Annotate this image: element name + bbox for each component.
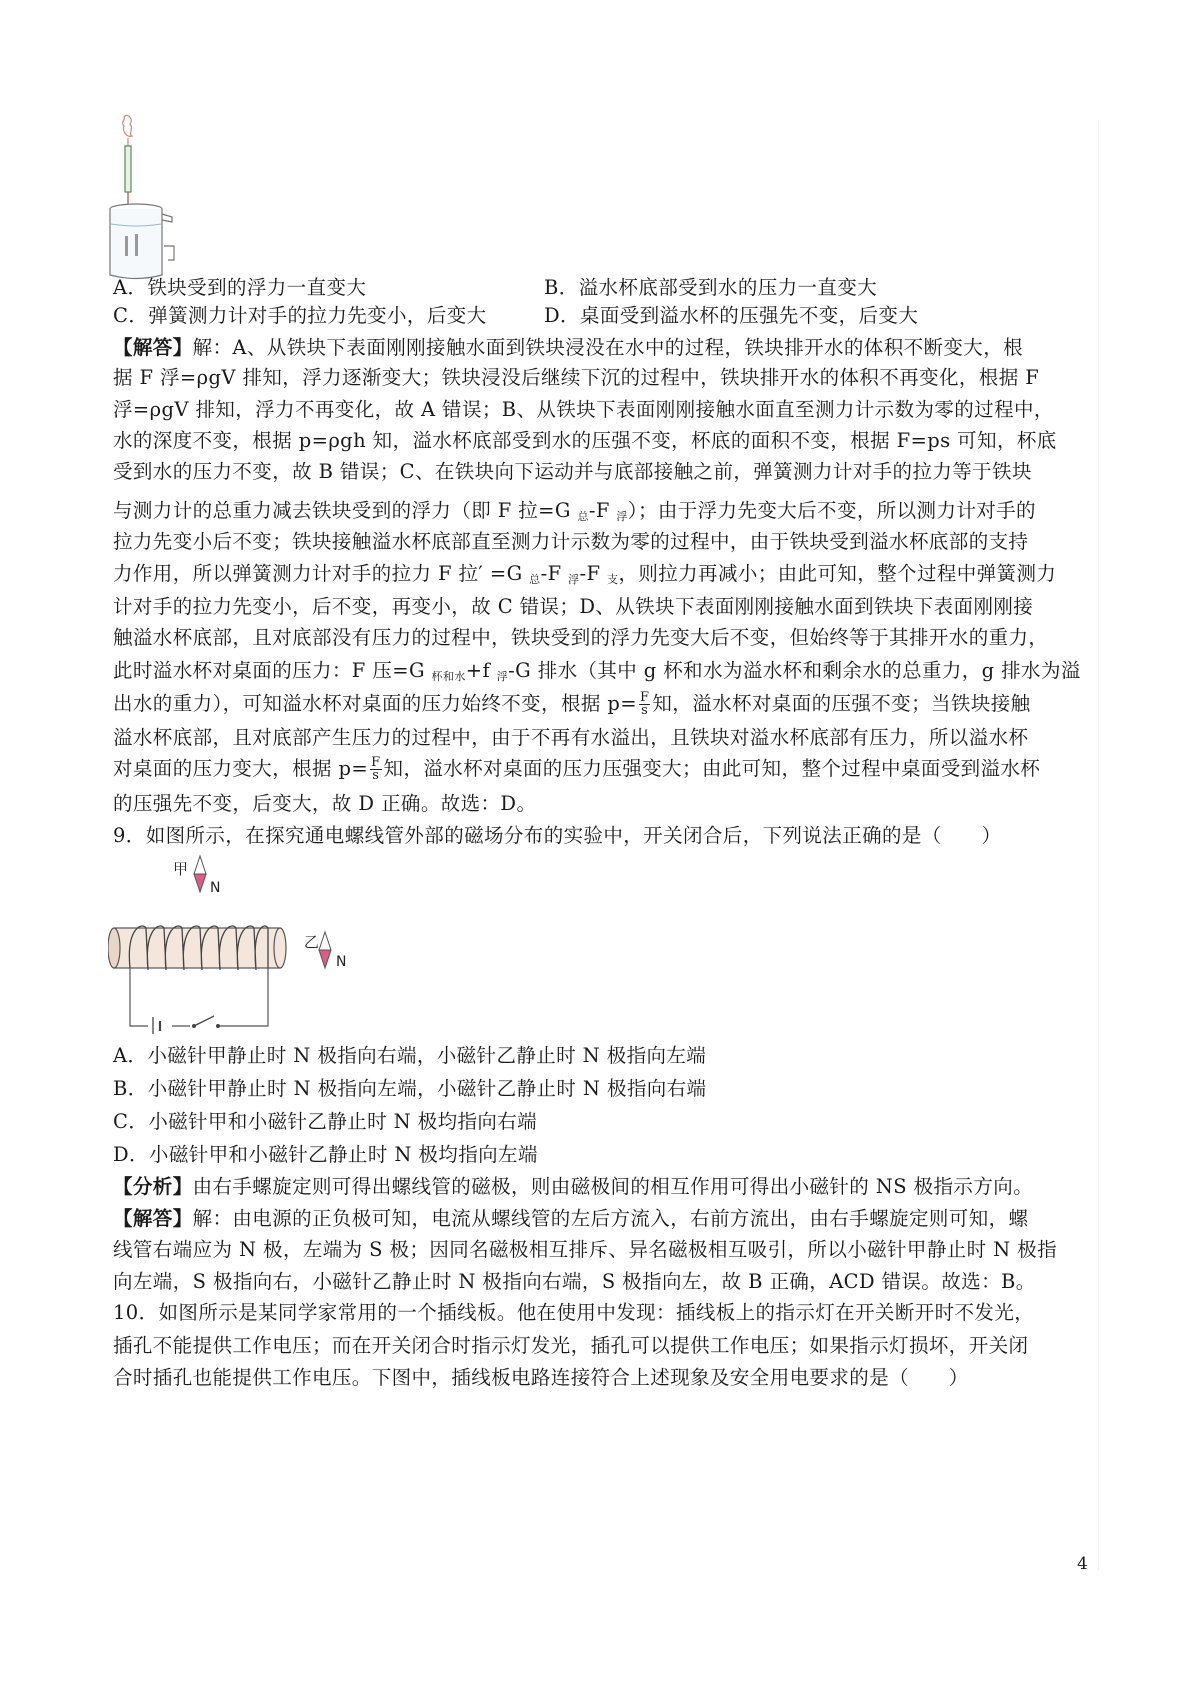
answer-text: 受到水的压力不变，故 B 错误；C、在铁块向下运动并与底部接触之前，弹簧测力计对手的拉力等于铁块 <box>113 460 1032 483</box>
analysis-text: 由右手螺旋定则可得出螺线管的磁极，则由磁极间的相互作用可得出小磁针的 NS 极指示方向。 <box>192 1175 1034 1198</box>
q8-answer-line <box>113 336 1023 360</box>
overflow-cup-figure <box>108 112 204 280</box>
fraction-denominator: s <box>372 768 380 783</box>
option-c: C．弹簧测力计对手的拉力先变小，后变大 <box>113 304 487 327</box>
answer-text: 解：由电源的正负极可知，电流从螺线管的左后方流入，右前方流出，由右手螺旋定则可知，螺 <box>192 1207 1029 1230</box>
answer-text: 拉力先变小后不变；铁块接触溢水杯底部直至测力计示数为零的过程中，由于铁块受到溢水杯底部的支持 <box>113 530 1029 553</box>
fraction-numerator: F <box>371 755 381 770</box>
subscript: 总 <box>529 573 541 586</box>
text-run: +f <box>465 659 497 682</box>
compass-yi-n-label: N <box>336 954 347 970</box>
answer-text: 解：A、从铁块下表面刚刚接触水面到铁块浸没在水中的过程，铁块排开水的体积不断变大，根 <box>192 336 1023 359</box>
q9-option-d: D．小磁针甲和小磁针乙静止时 N 极均指向左端 <box>113 1143 538 1166</box>
question-10-stem: 合时插孔也能提供工作电压。下图中，插线板电路连接符合上述现象及安全用电要求的是（ ） <box>113 1366 969 1389</box>
text-run: 此时溢水杯对桌面的压力：F 压=G <box>113 659 432 682</box>
option-b: B．溢水杯底部受到水的压力一直变大 <box>544 276 878 299</box>
text-run: -F <box>588 499 617 522</box>
text-run: -F <box>540 562 569 585</box>
text-run: ，则拉力再减小；由此可知，整个过程中弹簧测力 <box>618 562 1057 585</box>
answer-text <box>113 562 1056 592</box>
text-run: 与测力计的总重力减去铁块受到的浮力（即 F 拉=G <box>113 499 578 522</box>
subscript: 总 <box>577 510 589 523</box>
subscript: 浮 <box>616 510 628 523</box>
answer-text: 浮=ρgV 排知，浮力不再变化，故 A 错误；B、从铁块下表面刚刚接触水面直至测力计示数为零的过程中， <box>113 398 1054 421</box>
text-run: 对桌面的压力变大，根据 p= <box>113 757 369 780</box>
option-d: D．桌面受到溢水杯的压强先不变，后变大 <box>544 304 919 327</box>
answer-text: 的压强先不变，后变大，故 D 正确。故选：D。 <box>113 792 537 815</box>
fraction <box>370 757 381 782</box>
fraction-denominator: s <box>641 703 649 718</box>
q9-option-a: A．小磁针甲静止时 N 极指向右端，小磁针乙静止时 N 极指向左端 <box>113 1044 707 1067</box>
answer-text <box>113 499 1036 529</box>
page-number: 4 <box>1077 1554 1088 1574</box>
q9-option-c: C．小磁针甲和小磁针乙静止时 N 极均指向右端 <box>113 1110 538 1133</box>
question-10-stem: 10．如图所示是某同学家常用的一个插线板。他在使用中发现：插线板上的指示灯在开关断开时不发光， <box>113 1301 1035 1324</box>
answer-text: 溢水杯底部，且对底部产生压力的过程中，由于不再有水溢出，且铁块对溢水杯底部有压力，所以溢水杯 <box>113 726 1029 749</box>
answer-tag: 【解答】 <box>113 1207 193 1230</box>
q9-analysis <box>113 1175 1033 1199</box>
subscript: 支 <box>607 573 619 586</box>
solenoid-figure <box>108 852 358 1034</box>
answer-tag: 【解答】 <box>113 336 193 359</box>
answer-text: 计对手的拉力先变小，后不变，再变小，故 C 错误；D、从铁块下表面刚刚接触水面到铁块下表面刚刚接 <box>113 595 1034 618</box>
text-run: 知，溢水杯对桌面的压力压强变大；由此可知，整个过程中桌面受到溢水杯 <box>383 757 1041 780</box>
answer-text: 线管右端应为 N 极，左端为 S 极；因同名磁极相互排斥、异名磁极相互吸引，所以小磁针甲静止时 N 极指 <box>113 1238 1057 1261</box>
question-9-stem: 9．如图所示，在探究通电螺线管外部的磁场分布的实验中，开关闭合后，下列说法正确的是（ ） <box>113 824 1002 847</box>
answer-text <box>113 692 1031 717</box>
subscript: 浮 <box>568 573 580 586</box>
analysis-tag: 【分析】 <box>113 1175 193 1198</box>
fraction <box>639 692 650 717</box>
compass-jia-n-label: N <box>210 880 221 896</box>
text-run: 知，溢水杯对桌面的压强不变；当铁块接触 <box>652 692 1031 715</box>
answer-text <box>113 659 1081 689</box>
answer-text: 触溢水杯底部，且对底部没有压力的过程中，铁块受到的浮力先变大后不变，但始终等于其排开水的重力， <box>113 626 1049 649</box>
answer-text <box>113 757 1040 782</box>
q9-answer-line <box>113 1207 1028 1231</box>
text-run: -F <box>579 562 608 585</box>
q9-option-b: B．小磁针甲静止时 N 极指向左端，小磁针乙静止时 N 极指向右端 <box>113 1077 707 1100</box>
text-run: ）；由于浮力先变大后不变，所以测力计对手的 <box>627 499 1036 522</box>
compass-yi-label: 乙 <box>304 933 320 951</box>
text-run: 力作用，所以弹簧测力计对手的拉力 F 拉′ =G <box>113 562 530 585</box>
question-10-stem: 插孔不能提供工作电压；而在开关闭合时指示灯发光，插孔可以提供工作电压；如果指示灯损坏，开关闭 <box>113 1334 1029 1357</box>
answer-text: 向左端，S 极指向右，小磁针乙静止时 N 极指向右端，S 极指向左，故 B 正确，ACD 错误。故选：B。 <box>113 1270 1036 1293</box>
answer-text: 水的深度不变，根据 p=ρgh 知，溢水杯底部受到水的压强不变，杯底的面积不变，根据 F=ps 可知，杯底 <box>113 429 1057 452</box>
page-margin-line <box>1098 120 1099 1570</box>
subscript: 杯和水 <box>431 670 466 683</box>
fraction-numerator: F <box>639 690 650 705</box>
answer-text: 据 F 浮=ρgV 排知，浮力逐渐变大；铁块浸没后继续下沉的过程中，铁块排开水的体积不再变化，根据 F <box>113 366 1040 389</box>
text-run: -G 排水（其中 g 杯和水为溢水杯和剩余水的总重力，g 排水为溢 <box>508 659 1081 682</box>
option-a: A．铁块受到的浮力一直变大 <box>113 276 367 299</box>
subscript: 浮 <box>496 670 509 683</box>
compass-jia-label: 甲 <box>173 860 189 878</box>
text-run: 出水的重力），可知溢水杯对桌面的压力始终不变，根据 p= <box>113 692 637 715</box>
